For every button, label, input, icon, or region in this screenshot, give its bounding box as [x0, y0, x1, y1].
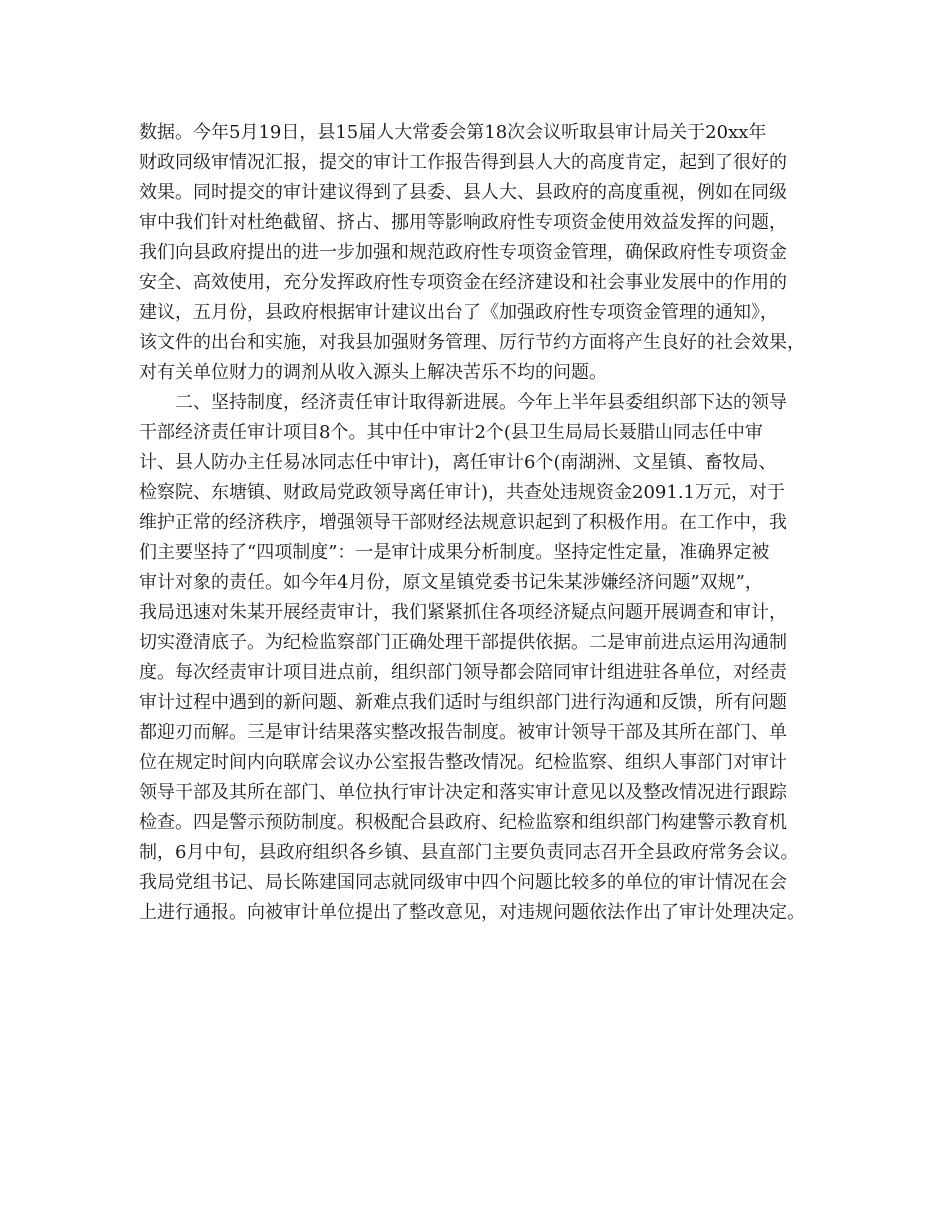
text-line: 位在规定时间内向联席会议办公室报告整改情况。纪检监察、组织人事部门对审计: [139, 752, 787, 773]
text-line: 效果。同时提交的审计建议得到了县委、县人大、县政府的高度重视，例如在同级: [139, 182, 787, 203]
text-line: 们主要坚持了“四项制度”：一是审计成果分析制度。坚持定性定量，准确界定被: [139, 542, 770, 563]
text-line: 计、县人防办主任易冰同志任中审计)，离任审计6个(南湖洲、文星镇、畜牧局、: [139, 452, 777, 473]
text-line: 维护正常的经济秩序，增强领导干部财经法规意识起到了积极作用。在工作中，我: [139, 512, 787, 533]
text-line: 审计过程中遇到的新问题、新难点我们适时与组织部门进行沟通和反馈，所有问题: [139, 692, 787, 713]
text-line: 上进行通报。向被审计单位提出了整改意见，对违规问题依法作出了审计处理决定。: [139, 902, 805, 923]
text-line: 检查。四是警示预防制度。积极配合县政府、纪检监察和组织部门构建警示教育机: [139, 812, 787, 833]
text-line: 财政同级审情况汇报，提交的审计工作报告得到县人大的高度肯定，起到了很好的: [139, 152, 787, 173]
text-line: 检察院、东塘镇、财政局党政领导离任审计)，共查处违规资金2091.1万元，对于: [139, 482, 786, 503]
text-line: 我局党组书记、局长陈建国同志就同级审中四个问题比较多的单位的审计情况在会: [139, 872, 787, 893]
text-line: 切实澄清底子。为纪检监察部门正确处理干部提供依据。二是审前进点运用沟通制: [139, 632, 787, 653]
body-text: [139, 118, 829, 928]
text-line: 该文件的出台和实施，对我县加强财务管理、厉行节约方面将产生良好的社会效果，: [139, 332, 805, 353]
text-line: 我局迅速对朱某开展经责审计，我们紧紧抓住各项经济疑点问题开展调查和审计，: [139, 602, 787, 623]
text-line: 对有关单位财力的调剂从收入源头上解决苦乐不均的问题。: [139, 362, 607, 383]
text-line: 度。每次经责审计项目进点前，组织部门领导都会陪同审计组进驻各单位，对经责: [139, 662, 787, 683]
text-line: 干部经济责任审计项目8个。其中任中审计2个(县卫生局局长聂腊山同志任中审: [139, 422, 763, 443]
text-line: 我们向县政府提出的进一步加强和规范政府性专项资金管理，确保政府性专项资金: [139, 242, 787, 263]
text-line: 二、坚持制度，经济责任审计取得新进展。今年上半年县委组织部下达的领导: [139, 392, 787, 413]
text-line: 安全、高效使用，充分发挥政府性专项资金在经济建设和社会事业发展中的作用的: [139, 272, 787, 293]
text-line: 制，6月中旬，县政府组织各乡镇、县直部门主要负责同志召开全县政府常务会议。: [139, 842, 799, 863]
text-line: 审计对象的责任。如今年4月份，原文星镇党委书记朱某涉嫌经济问题”双规”，: [139, 572, 763, 593]
text-line: 数据。今年5月19日，县15届人大常委会第18次会议听取县审计局关于20xx年: [139, 122, 767, 143]
text-line: 建议，五月份，县政府根据审计建议出台了《加强政府性专项资金管理的通知》，: [139, 302, 778, 323]
text-line: 审中我们针对杜绝截留、挤占、挪用等影响政府性专项资金使用效益发挥的问题，: [139, 212, 787, 233]
text-line: 领导干部及其所在部门、单位执行审计决定和落实审计意见以及整改情况进行跟踪: [139, 782, 787, 803]
text-line: 都迎刃而解。三是审计结果落实整改报告制度。被审计领导干部及其所在部门、单: [139, 722, 787, 743]
